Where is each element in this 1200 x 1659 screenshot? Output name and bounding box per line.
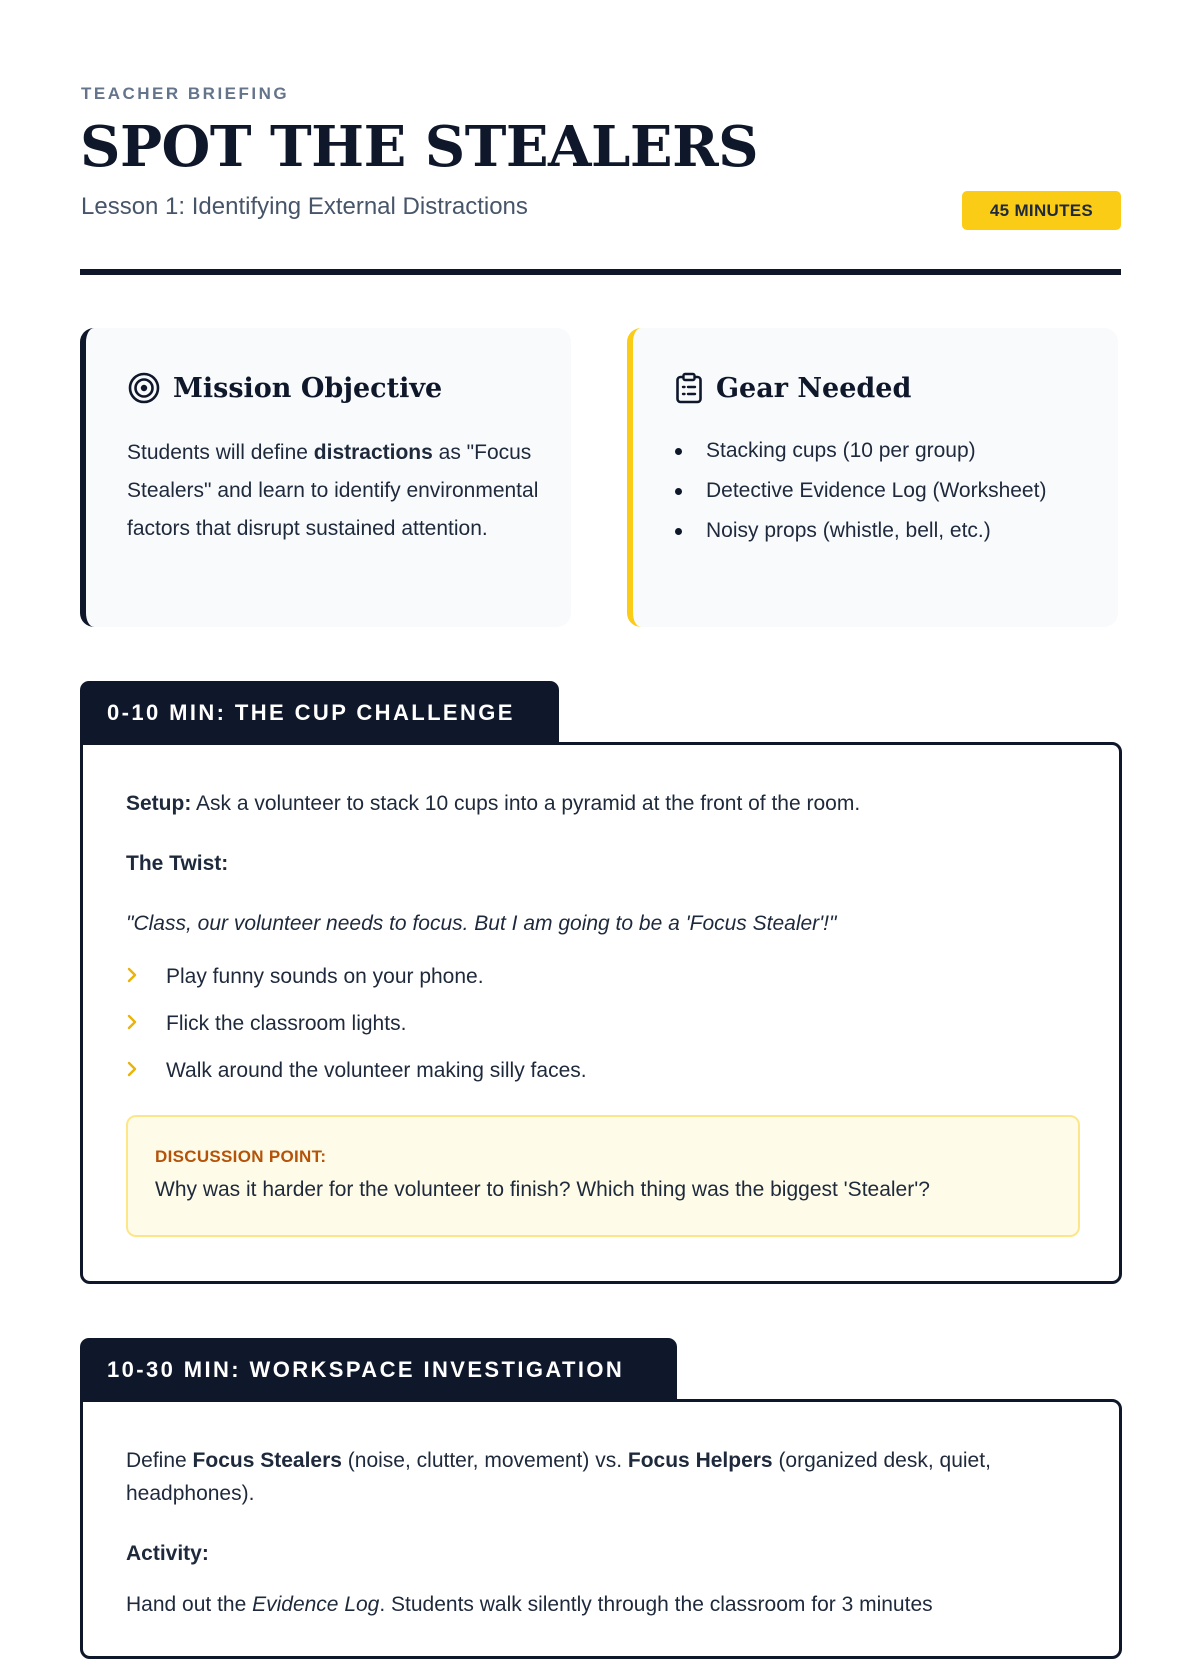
gear-list <box>674 434 1094 554</box>
chevron-right-icon <box>126 967 138 983</box>
gear-needed-title: Gear Needed <box>716 372 912 404</box>
activity-label: Activity: <box>126 1542 209 1565</box>
step-item <box>126 1012 406 1036</box>
mission-objective-title: Mission Objective <box>173 372 443 404</box>
step-text: Play funny sounds on your phone. <box>166 965 484 988</box>
gear-needed-header <box>675 372 911 404</box>
gear-item: Detective Evidence Log (Worksheet) <box>674 474 1094 507</box>
eyebrow-label: TEACHER BRIEFING <box>81 84 290 103</box>
header-divider <box>80 269 1121 275</box>
mission-objective-header <box>128 372 442 404</box>
section-workspace-investigation <box>80 1399 1122 1659</box>
discussion-callout <box>126 1115 1080 1237</box>
step-text: Flick the classroom lights. <box>166 1012 407 1035</box>
discussion-label: DISCUSSION POINT: <box>155 1147 327 1166</box>
section-tab-workspace-investigation: 10-30 MIN: WORKSPACE INVESTIGATION <box>80 1338 677 1402</box>
discussion-text: Why was it harder for the volunteer to finish? Which thing was the biggest 'Stealer'? <box>155 1178 930 1201</box>
chevron-right-icon <box>126 1014 138 1030</box>
step-item <box>126 965 484 989</box>
page-title: SPOT THE STEALERS <box>80 114 759 180</box>
step-item <box>126 1059 587 1083</box>
section-tab-cup-challenge: 0-10 MIN: THE CUP CHALLENGE <box>80 681 559 745</box>
twist-label: The Twist: <box>126 852 229 875</box>
setup-text: Setup: Ask a volunteer to stack 10 cups into a pyramid at the front of the room. <box>126 792 861 815</box>
definition-text: Define Focus Stealers (noise, clutter, movement) vs. Focus Helpers (organized desk, quiet, headphones). <box>126 1449 991 1505</box>
teacher-quote: "Class, our volunteer needs to focus. But I am going to be a 'Focus Stealer'!" <box>126 912 837 935</box>
step-text: Walk around the volunteer making silly faces. <box>166 1059 587 1082</box>
clipboard-icon <box>675 372 703 404</box>
gear-item: Noisy props (whistle, bell, etc.) <box>674 514 1094 547</box>
mission-objective-text: Students will define distractions as "Focus Stealers" and learn to identify environmental factors that disrupt sustained attention. <box>127 441 539 540</box>
section-cup-challenge <box>80 742 1122 1284</box>
duration-badge: 45 MINUTES <box>962 191 1121 230</box>
mission-objective-card <box>80 328 571 627</box>
gear-needed-card <box>627 328 1118 627</box>
target-icon <box>128 372 160 404</box>
page-subtitle: Lesson 1: Identifying External Distractions <box>81 193 528 220</box>
gear-item: Stacking cups (10 per group) <box>674 434 1094 467</box>
activity-text: Hand out the Evidence Log. Students walk silently through the classroom for 3 minutes <box>126 1593 933 1616</box>
chevron-right-icon <box>126 1061 138 1077</box>
